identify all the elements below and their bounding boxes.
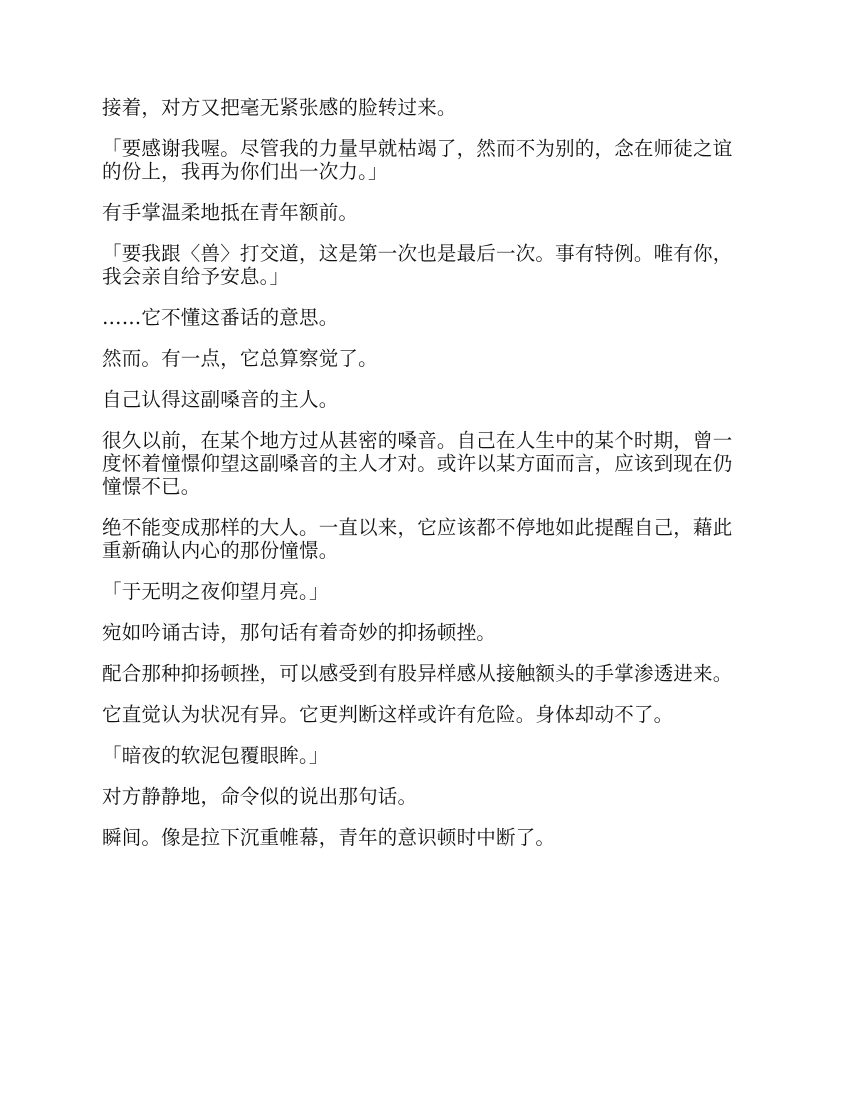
paragraph: 然而。有一点，它总算察觉了。 (102, 347, 378, 370)
paragraph: 「要感谢我喔。尽管我的力量早就枯竭了，然而不为别的，念在师徒之谊的份上，我再为你们出一次力。」 (102, 137, 733, 183)
paragraph: 瞬间。像是拉下沉重帷幕，青年的意识顿时中断了。 (102, 826, 556, 849)
paragraph: 宛如吟诵古诗，那句话有着奇妙的抑扬顿挫。 (102, 621, 497, 644)
paragraph: 接着，对方又把毫无紧张感的脸转过来。 (102, 96, 457, 119)
paragraph: 有手掌温柔地抵在青年额前。 (102, 201, 359, 224)
paragraph: 绝不能变成那样的大人。一直以来，它应该都不停地如此提醒自己，藉此重新确认内心的那份憧憬。 (102, 516, 733, 562)
paragraph: 「暗夜的软泥包覆眼眸。」 (102, 744, 329, 767)
document-page (102, 96, 752, 867)
paragraph: 配合那种抑扬顿挫，可以感受到有股异样感从接触额头的手掌渗透进来。 (102, 662, 733, 685)
paragraph: 对方静静地，命令似的说出那句话。 (102, 785, 418, 808)
paragraph: ……它不懂这番话的意思。 (102, 306, 339, 329)
paragraph: 它直觉认为状况有异。它更判断这样或许有危险。身体却动不了。 (102, 703, 674, 726)
paragraph: 「于无明之夜仰望月亮。」 (102, 580, 329, 603)
paragraph: 「要我跟〈兽〉打交道，这是第一次也是最后一次。事有特例。唯有你，我会亲自给予安息。」 (102, 242, 733, 288)
paragraph: 自己认得这副嗓音的主人。 (102, 388, 339, 411)
paragraph: 很久以前，在某个地方过从甚密的嗓音。自己在人生中的某个时期，曾一度怀着憧憬仰望这副嗓音的主人才对。或许以某方面而言，应该到现在仍憧憬不已。 (102, 429, 733, 498)
